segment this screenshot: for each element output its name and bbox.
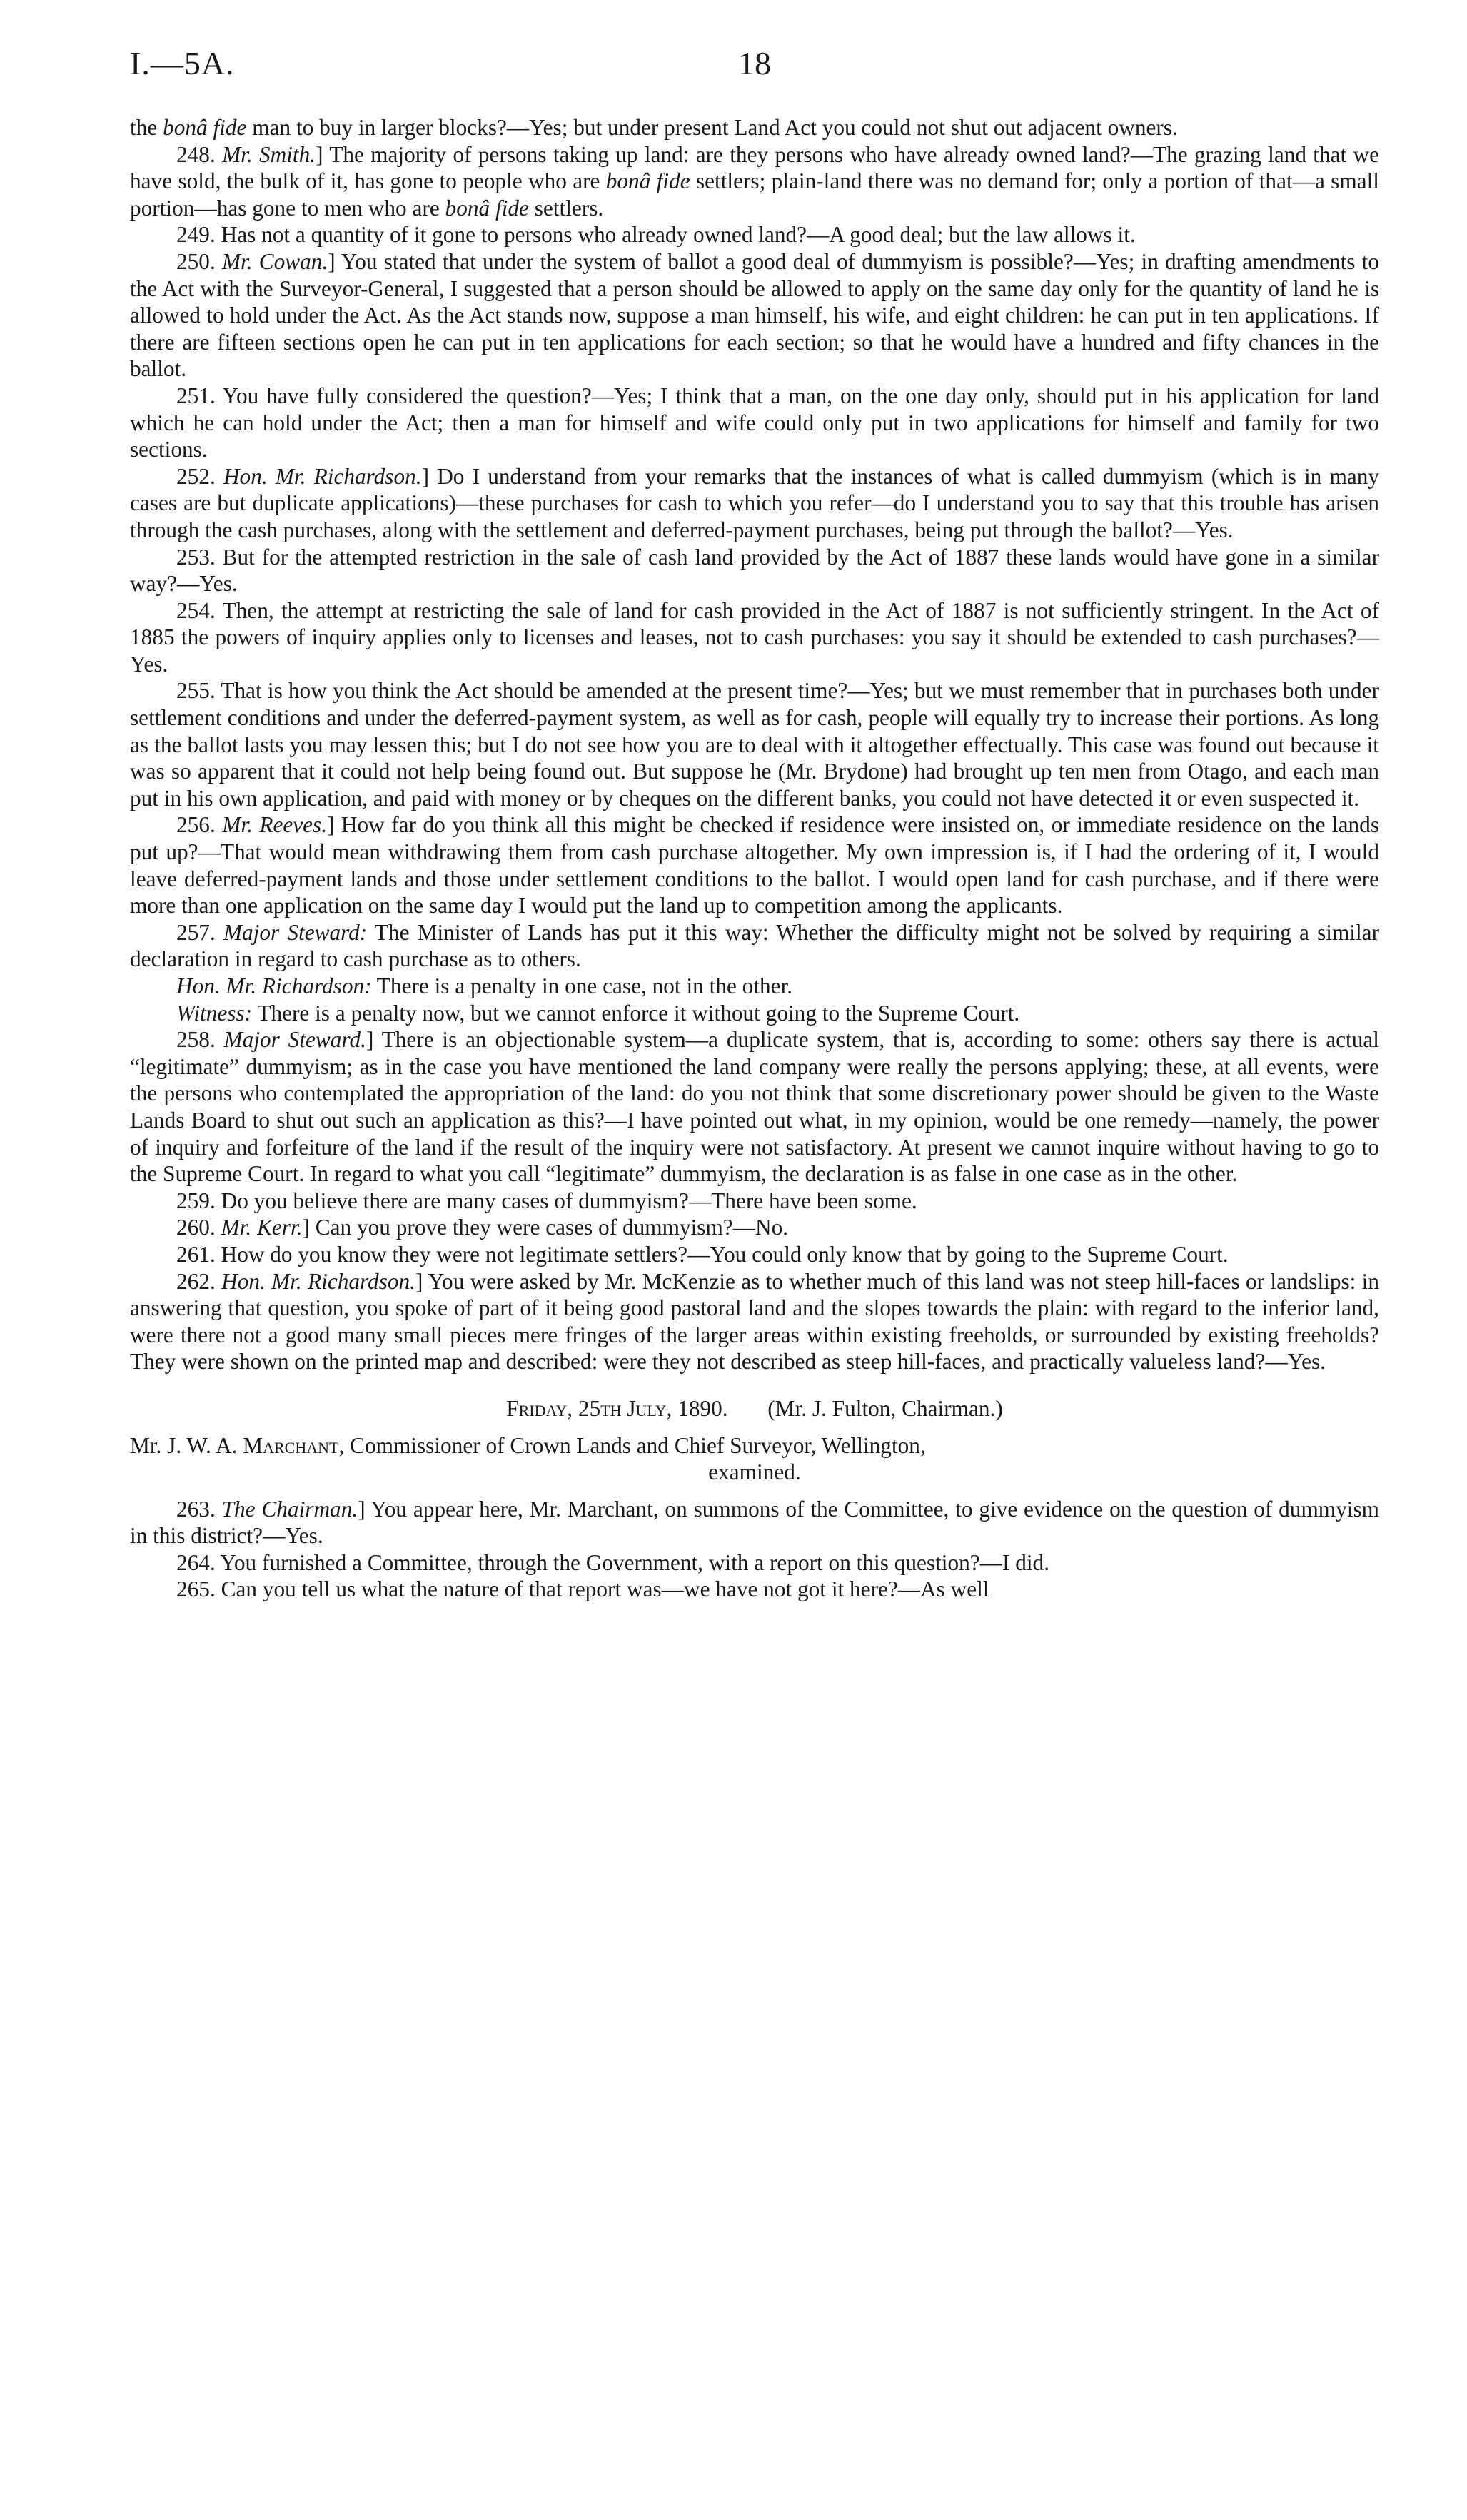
evidence-paragraph: the bonâ fide man to buy in larger blocks?—Yes; but under present Land Act you could not shut out adjacent owners. bbox=[130, 115, 1178, 140]
witness-name: Marchant bbox=[243, 1432, 339, 1458]
witness-line: Mr. J. W. A. Marchant, Commissioner of Crown Lands and Chief Surveyor, Wellington, bbox=[130, 1432, 926, 1458]
sitting-heading bbox=[130, 1395, 1379, 1422]
paper-reference: I.—5A. bbox=[130, 45, 235, 81]
page-header bbox=[130, 44, 1379, 87]
evidence-paragraph: 253. But for the attempted restriction in the sale of cash land provided by the Act of 1887 these lands would have gone in a similar way?—Yes. bbox=[130, 544, 1379, 597]
evidence-paragraph: 251. You have fully considered the question?—Yes; I think that a man, on the one day only, should put in his application for land which he can hold under the Act; then a man for himself and wife could only put in two applications for himself and family for two sections. bbox=[130, 383, 1379, 462]
evidence-paragraph: 259. Do you believe there are many cases of dummyism?—There have been some. bbox=[176, 1188, 917, 1213]
evidence-paragraph: 264. You furnished a Committee, through the Government, with a report on this question?—I did. bbox=[176, 1549, 1050, 1575]
evidence-paragraph: 255. That is how you think the Act should be amended at the present time?—Yes; but we must remember that in purchases both under settlement conditions and under the deferred-payment system, as well as for cash, people will equally try to increase their portions. As long as the ballot lasts you may lessen this; but I do not see how you are to deal with it altogether effectually. This case was found out because it was so apparent that it could not help being found out. But suppose he (Mr. Brydone) had brought up ten men from Otago, and each man put in his own application, and paid with money or by cheques on the different banks, you could not have detected it or even suspected it. bbox=[130, 678, 1379, 811]
evidence-paragraph: 262. Hon. Mr. Richardson.] You were asked by Mr. McKenzie as to whether much of this land was not steep hill-faces or landslips: in answering that question, you spoke of part of it being good pastoral land and the slopes towards the plain: with regard to the inferior land, were there not a good many small pieces mere fringes of the larger areas within existing freeholds, or surrounded by existing freeholds? They were shown on the printed map and described: were they not described as steep hill-faces, and practically valueless land?—Yes. bbox=[130, 1268, 1380, 1375]
witness-examined: examined. bbox=[708, 1459, 801, 1485]
sitting-chair: (Mr. J. Fulton, Chairman.) bbox=[767, 1395, 1003, 1421]
evidence-paragraph: 256. Mr. Reeves.] How far do you think all this might be checked if residence were insisted on, or immediate residence on the lands put up?—That would mean withdrawing them from cash purchase altogether. My own impression is, if I had the ordering of it, I would leave deferred-payment lands and those under settlement conditions to the ballot. I would open land for cash purchase, and if there were more than one application on the same day I would put the land up to competition among the applicants. bbox=[130, 812, 1379, 919]
evidence-section-2 bbox=[130, 1496, 1379, 1603]
evidence-paragraph: 257. Major Steward: The Minister of Lands has put it this way: Whether the difficulty might not be solved by requiring a similar declaration in regard to cash purchase as to others. bbox=[130, 919, 1379, 972]
document-body bbox=[130, 114, 1379, 1603]
evidence-paragraph: Hon. Mr. Richardson: There is a penalty in one case, not in the other. bbox=[176, 973, 793, 998]
evidence-paragraph: 248. Mr. Smith.] The majority of persons taking up land: are they persons who have already owned land?—The grazing land that we have sold, the bulk of it, has gone to people who are bonâ fide settlers; plain-land there was no demand for; only a portion of that—a small portion—has gone to men who are bonâ fide settlers. bbox=[130, 141, 1380, 221]
evidence-paragraph: 249. Has not a quantity of it gone to persons who already owned land?—A good deal; but the law allows it. bbox=[176, 222, 1136, 248]
evidence-section-1 bbox=[130, 114, 1379, 1375]
evidence-paragraph: 250. Mr. Cowan.] You stated that under the system of ballot a good deal of dummyism is possible?—Yes; in drafting amendments to the Act with the Surveyor-General, I suggested that a person should be allowed to apply on the same day only for the quantity of land he is allowed to hold under the Act. As the Act stands now, suppose a man himself, his wife, and eight children: he can put in ten applications. If there are fifteen sections open he can put in ten applications for each section; so that he would have a hundred and fifty chances in the ballot. bbox=[130, 248, 1380, 382]
page-number: 18 bbox=[738, 45, 771, 81]
sitting-date: Friday, 25th July, 1890. bbox=[506, 1395, 728, 1421]
evidence-paragraph: 254. Then, the attempt at restricting the sale of land for cash provided in the Act of 1887 is not sufficiently stringent. In the Act of 1885 the powers of inquiry applies only to licenses and leases, not to cash purchases: you say it should be extended to cash purchases?—Yes. bbox=[130, 597, 1379, 677]
evidence-paragraph: 260. Mr. Kerr.] Can you prove they were cases of dummyism?—No. bbox=[176, 1215, 789, 1240]
evidence-paragraph: 263. The Chairman.] You appear here, Mr. Marchant, on summons of the Committee, to give evidence on the question of dummyism in this district?—Yes. bbox=[130, 1496, 1379, 1549]
evidence-paragraph: 265. Can you tell us what the nature of that report was—we have not got it here?—As well bbox=[176, 1577, 989, 1602]
evidence-paragraph: 261. How do you know they were not legitimate settlers?—You could only know that by going to the Supreme Court. bbox=[176, 1241, 1229, 1267]
evidence-paragraph: 258. Major Steward.] There is an objectionable system—a duplicate system, that is, according to some: others say there is actual “legitimate” dummyism; as in the case you have mentioned the land company were really the persons applying; these, at all events, were the persons who contemplated the appropriation of the land: do you not think that some discretionary power should be given to the Waste Lands Board to shut out such an application as this?—I have pointed out what, in my opinion, would be one remedy—namely, the power of inquiry and forfeiture of the land if the result of the inquiry were not satisfactory. At present we cannot inquire without having to go to the Supreme Court. In regard to what you call “legitimate” dummyism, the declaration is as false in one case as in the other. bbox=[130, 1027, 1379, 1187]
evidence-paragraph: 252. Hon. Mr. Richardson.] Do I understand from your remarks that the instances of what is called dummyism (which is in many cases are but duplicate applications)—these purchases for cash to which you refer—do I understand you to say that this trouble has arisen through the cash purchases, along with the settlement and deferred-payment purchases, being put through the ballot?—Yes. bbox=[130, 463, 1380, 542]
evidence-paragraph: Witness: There is a penalty now, but we cannot enforce it without going to the Supreme Court. bbox=[176, 1000, 1020, 1026]
